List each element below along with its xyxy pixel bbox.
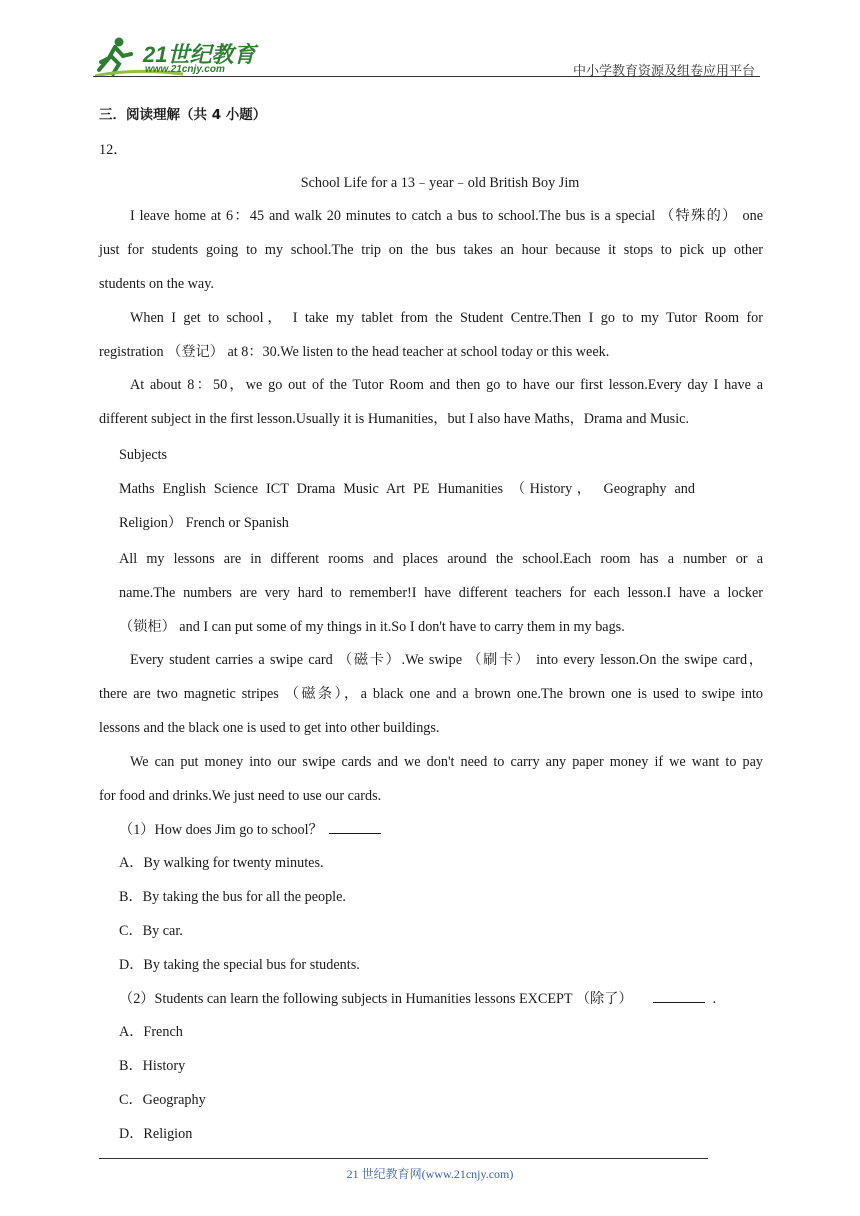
paragraph-line: for food and drinks.We just need to use our cards. (99, 788, 382, 804)
paragraph-line: We can put money into our swipe cards and we don't need to carry any paper money if we want to pay (130, 754, 763, 770)
paragraph-line: just for students going to my school.The trip on the bus takes an hour because it stops to pick up other (99, 242, 763, 258)
answer-option[interactable]: C．By car. (119, 923, 183, 939)
question-stem (119, 819, 381, 840)
answer-option[interactable]: B．By taking the bus for all the people. (119, 889, 346, 905)
site-logo[interactable] (93, 34, 263, 78)
answer-option[interactable]: C．Geography (119, 1092, 206, 1108)
paragraph-line: name.The numbers are very hard to remember!I have different teachers for each lesson.I have a locker (119, 585, 763, 601)
logo-url: www.21cnjy.com (145, 64, 225, 75)
paragraph-line: （锁柜） and I can put some of my things in it.So I don't have to carry them in my bags. (119, 619, 625, 635)
paragraph-line: registration （登记） at 8：30.We listen to the head teacher at school today or this week. (99, 344, 610, 360)
answer-option[interactable]: A．French (119, 1024, 183, 1040)
paragraph-line: At about 8：50，we go out of the Tutor Room and then go to have our first lesson.Every day I have a (130, 377, 763, 393)
question-number: 12． (99, 142, 128, 158)
question-stem-text: （1）How does Jim go to school？ (119, 822, 323, 838)
platform-name: 中小学教育资源及组卷应用平台 (572, 63, 755, 78)
answer-option[interactable]: B．History (119, 1058, 186, 1074)
subjects-label: Subjects (119, 447, 168, 463)
answer-blank[interactable] (653, 988, 705, 1003)
answer-option[interactable]: D．Religion (119, 1126, 193, 1142)
question-stem-end: . (712, 991, 717, 1007)
section-title: 三．阅读理解（共 4 小题） (99, 107, 267, 123)
paragraph-line: I leave home at 6：45 and walk 20 minutes to catch a bus to school.The bus is a special （特殊的） one (130, 208, 763, 224)
logo-text: 21世纪教育 (143, 42, 256, 67)
paragraph-line: different subject in the first lesson.Usually it is Humanities，but I also have Maths，Drama and Music. (99, 411, 689, 427)
paragraph-line: there are two magnetic stripes （磁条），a black one and a brown one.The brown one is used to swipe into (99, 686, 763, 702)
paragraph-line: All my lessons are in different rooms and places around the school.Each room has a number or a (119, 551, 763, 567)
header-divider (93, 76, 760, 77)
paragraph-line: students on the way. (99, 276, 214, 292)
subjects-list-line: Religion） French or Spanish (119, 515, 289, 531)
paragraph-line: When I get to school， I take my tablet from the Student Centre.Then I go to my Tutor Room for (130, 310, 763, 326)
footer-divider (99, 1158, 708, 1159)
subjects-list-line: Maths English Science ICT Drama Music Art PE Humanities （History， Geography and (119, 481, 695, 497)
question-stem-text: （2）Students can learn the following subjects in Humanities lessons EXCEPT （除了） (119, 991, 633, 1007)
question-stem (119, 988, 716, 1009)
answer-blank[interactable] (329, 819, 381, 834)
paragraph-line: Every student carries a swipe card （磁卡）.We swipe （刷卡） into every lesson.On the swipe card， (130, 652, 763, 668)
page-header (0, 0, 860, 80)
answer-option[interactable]: A．By walking for twenty minutes. (119, 855, 324, 871)
answer-option[interactable]: D．By taking the special bus for students. (119, 957, 360, 973)
passage-title: School Life for a 13﹣year﹣old British Boy Jim (300, 175, 580, 191)
footer-link[interactable]: 21 世纪教育网(www.21cnjy.com) (346, 1167, 514, 1181)
paragraph-line: lessons and the black one is used to get into other buildings. (99, 720, 440, 736)
